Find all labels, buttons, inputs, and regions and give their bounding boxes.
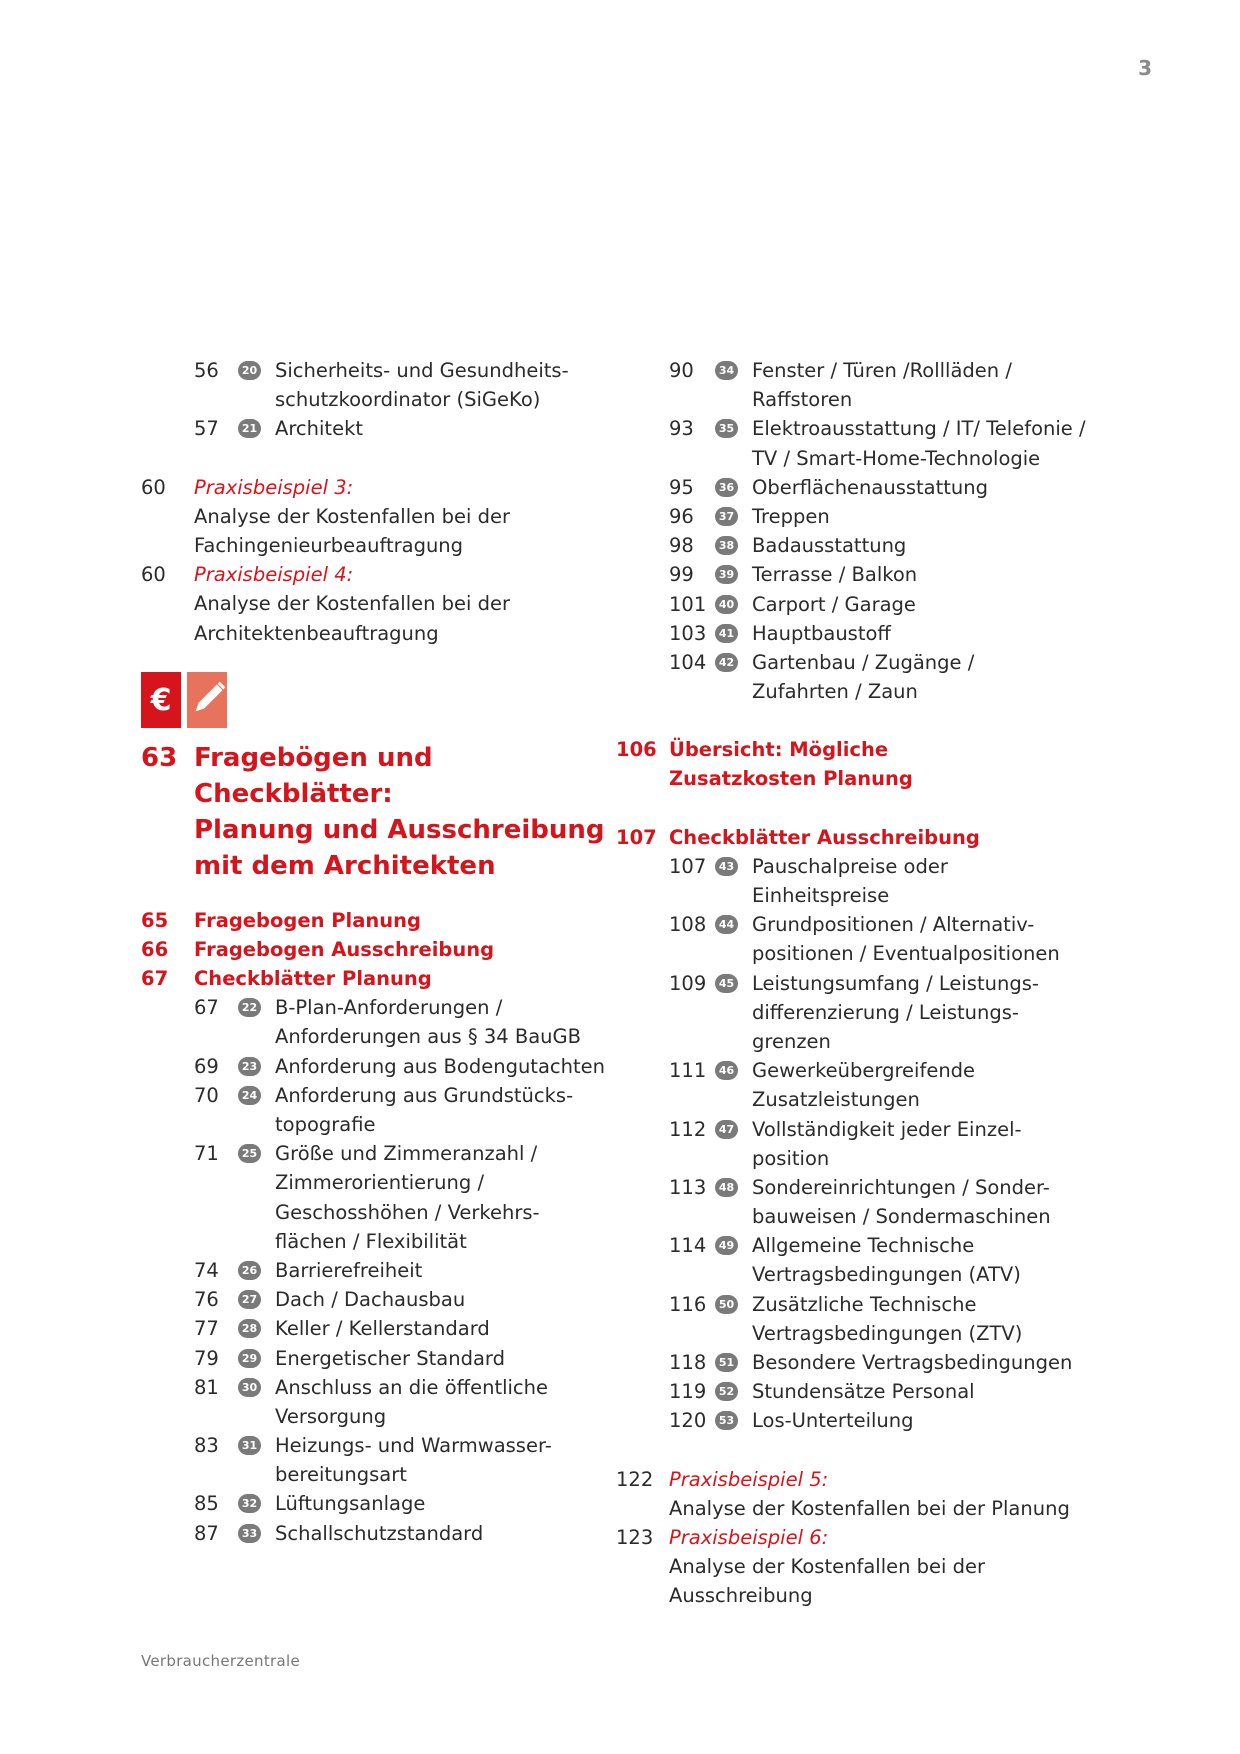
praxis-description: Analyse der Kostenfallen bei der <box>194 592 511 616</box>
praxis-line <box>141 619 611 648</box>
entry-page-number: 120 <box>669 1409 707 1433</box>
entry-title: Gewerkeübergreifende <box>752 1059 976 1083</box>
toc-entry-line <box>616 560 1116 589</box>
praxis-line <box>141 589 611 618</box>
entry-title: Zimmerorientierung / <box>275 1171 485 1195</box>
entry-page-number: 107 <box>669 854 707 878</box>
chapter-heading <box>141 740 611 884</box>
checklist-number-badge: 47 <box>715 1120 738 1139</box>
entry-page-number: 57 <box>194 417 219 441</box>
checklist-number-badge: 21 <box>238 419 261 438</box>
toc-entry-line <box>616 1173 1116 1202</box>
praxis-description: Analyse der Kostenfallen bei der <box>669 1555 986 1579</box>
entry-title: Hauptbaustoff <box>752 621 891 645</box>
entry-title: Los-Unterteilung <box>752 1409 914 1433</box>
praxis-description: Analyse der Kostenfallen bei der Planung <box>669 1496 1070 1520</box>
toc-entry-line <box>141 1314 611 1343</box>
entry-title: bauweisen / Sondermaschinen <box>752 1205 1051 1229</box>
entry-title: Zusatzleistungen <box>752 1088 920 1112</box>
entry-title: Allgemeine Technische <box>752 1234 975 1258</box>
toc-entry-line <box>616 1056 1116 1085</box>
toc-entry-line <box>616 1085 1116 1114</box>
toc-entry-line <box>141 1373 611 1402</box>
entry-title: Fenster / Türen /Rollläden / <box>752 359 1012 382</box>
page-number: 3 <box>1138 56 1152 80</box>
section-page-number: 66 <box>141 937 169 961</box>
section-page-number: 65 <box>141 908 169 932</box>
checklist-number-badge: 22 <box>238 998 261 1017</box>
entry-page-number: 70 <box>194 1083 219 1107</box>
entry-title: Architekt <box>275 417 364 441</box>
praxis-description: Architektenbeauftragung <box>194 621 439 645</box>
toc-entry-line <box>141 1402 611 1431</box>
checklist-number-badge: 35 <box>715 419 738 438</box>
entry-page-number: 76 <box>194 1288 219 1312</box>
toc-entry-line <box>616 619 1116 648</box>
entry-page-number: 79 <box>194 1346 219 1370</box>
checklist-number-badge: 44 <box>715 915 738 934</box>
entry-page-number: 67 <box>194 996 219 1020</box>
praxis-line <box>616 1465 1116 1494</box>
entry-title: Carport / Garage <box>752 592 916 616</box>
section-title: Zusatzkosten Planung <box>669 767 913 791</box>
checklist-number-badge: 34 <box>715 361 738 380</box>
entry-title: bereitungsart <box>275 1463 407 1487</box>
entry-title: Anschluss an die öffentliche <box>275 1375 549 1399</box>
chapter-title-line: Fragebögen und Checkblätter: <box>194 742 433 809</box>
checklist-number-badge: 29 <box>238 1349 261 1368</box>
entry-title: Raffstoren <box>752 388 853 412</box>
checklist-number-badge: 45 <box>715 974 738 993</box>
checklist-number-badge: 20 <box>238 361 261 380</box>
checklist-number-badge: 24 <box>238 1086 261 1105</box>
entry-page-number: 90 <box>669 359 694 382</box>
praxis-line <box>141 531 611 560</box>
chapter-page: 63 <box>141 742 178 773</box>
section-page-number: 107 <box>616 825 657 849</box>
toc-entry-line <box>141 1489 611 1518</box>
entry-title: positionen / Eventualpositionen <box>752 942 1060 966</box>
entry-title: Zusätzliche Technische <box>752 1292 977 1316</box>
toc-entry-line <box>616 1406 1116 1435</box>
toc-group <box>616 356 1116 706</box>
entry-page-number: 114 <box>669 1234 707 1258</box>
checklist-number-badge: 52 <box>715 1382 738 1401</box>
checklist-number-badge: 38 <box>715 536 738 555</box>
entry-page-number: 119 <box>669 1380 707 1404</box>
entry-page-number: 99 <box>669 563 694 587</box>
toc-entry-line <box>141 1081 611 1110</box>
section-line <box>141 906 611 935</box>
entry-title: Badausstattung <box>752 534 907 558</box>
toc-entry-line <box>141 993 611 1022</box>
toc-entry-line <box>616 1260 1116 1289</box>
entry-title: Schallschutzstandard <box>275 1521 484 1545</box>
praxis-line <box>141 473 611 502</box>
checklist-number-badge: 23 <box>238 1057 261 1076</box>
entry-page-number: 116 <box>669 1292 707 1316</box>
entry-page-number: 118 <box>669 1351 707 1374</box>
section-line <box>616 764 1116 793</box>
toc-entry-line <box>616 1144 1116 1173</box>
toc-entry-line <box>616 910 1116 939</box>
praxis-entry <box>616 1523 1116 1611</box>
toc-entry-line <box>616 502 1116 531</box>
entry-title: Vollständigkeit jeder Einzel- <box>752 1117 1022 1141</box>
praxis-description: Fachingenieurbeauftragung <box>194 533 464 557</box>
toc-entry-line <box>616 1231 1116 1260</box>
section-title: Checkblätter Planung <box>194 967 432 991</box>
checklist-number-badge: 51 <box>715 1353 738 1372</box>
entry-title: Anforderung aus Bodengutachten <box>275 1054 605 1078</box>
toc-entry-line <box>616 590 1116 619</box>
toc-group <box>141 993 611 1548</box>
section-page-number: 106 <box>616 738 657 762</box>
entry-title: Keller / Kellerstandard <box>275 1317 490 1341</box>
toc-entry-line <box>616 881 1116 910</box>
praxis-line <box>616 1581 1116 1610</box>
toc-entry-line <box>616 1377 1116 1406</box>
praxis-label: Praxisbeispiel 6: <box>669 1525 829 1549</box>
toc-entry-line <box>616 531 1116 560</box>
entry-page-number: 108 <box>669 913 707 937</box>
entry-page-number: 123 <box>616 1525 654 1549</box>
entry-title: Geschosshöhen / Verkehrs- <box>275 1200 540 1224</box>
praxis-label: Praxisbeispiel 3: <box>194 475 354 499</box>
praxis-line <box>141 560 611 589</box>
entry-title: TV / Smart-Home-Technologie <box>752 446 1041 470</box>
checklist-number-badge: 30 <box>238 1378 261 1397</box>
toc-entry-line <box>141 1168 611 1197</box>
toc-entry-line <box>141 356 611 385</box>
praxis-line <box>616 1523 1116 1552</box>
checklist-number-badge: 27 <box>238 1290 261 1309</box>
chapter-icons <box>141 672 611 730</box>
entry-page-number: 74 <box>194 1258 219 1282</box>
chapter-title-line: Planung und Ausschreibung <box>194 814 605 845</box>
praxis-entry <box>141 560 611 648</box>
entry-page-number: 103 <box>669 621 707 645</box>
toc-entry-line <box>141 1198 611 1227</box>
entry-title: Elektroausstattung / IT/ Telefonie / <box>752 417 1086 441</box>
toc-entry-line <box>141 1460 611 1489</box>
entry-page-number: 111 <box>669 1059 707 1083</box>
toc-entry-line <box>616 852 1116 881</box>
toc-entry-line <box>616 356 1116 385</box>
checklist-number-badge: 50 <box>715 1295 738 1314</box>
entry-page-number: 77 <box>194 1317 219 1341</box>
toc-entry-line <box>616 939 1116 968</box>
praxis-label: Praxisbeispiel 4: <box>194 563 354 587</box>
toc-entry-line <box>141 1110 611 1139</box>
checklist-number-badge: 31 <box>238 1436 261 1455</box>
checklist-number-badge: 37 <box>715 507 738 526</box>
checklist-number-badge: 40 <box>715 595 738 614</box>
footer-publisher: Verbraucherzentrale <box>141 1652 300 1670</box>
entry-title: Heizungs- und Warmwasser- <box>275 1434 552 1458</box>
toc-entry-line <box>616 414 1116 443</box>
toc-group <box>616 852 1116 1436</box>
toc-section <box>616 823 1116 852</box>
toc-entry-line <box>141 414 611 443</box>
entry-title: topografie <box>275 1113 376 1136</box>
entry-title: Terrasse / Balkon <box>752 563 918 587</box>
toc-entry-line <box>141 1344 611 1373</box>
toc-entry-line <box>616 1027 1116 1056</box>
toc-entry-line <box>616 969 1116 998</box>
entry-title: Pauschalpreise oder <box>752 854 948 878</box>
toc-entry-line <box>616 1115 1116 1144</box>
entry-page-number: 69 <box>194 1054 219 1078</box>
praxis-entry <box>616 1465 1116 1523</box>
entry-title: flächen / Flexibilität <box>275 1229 467 1253</box>
entry-title: Treppen <box>752 504 830 528</box>
entry-title: Einheitspreise <box>752 884 890 907</box>
toc-right-column <box>616 356 1116 1611</box>
entry-page-number: 96 <box>669 504 694 528</box>
entry-page-number: 71 <box>194 1142 219 1166</box>
toc-sections <box>141 906 611 994</box>
entry-page-number: 104 <box>669 650 707 674</box>
praxis-entry <box>141 473 611 561</box>
toc-entry-line <box>616 1202 1116 1231</box>
entry-title: differenzierung / Leistungs- <box>752 1000 1019 1024</box>
toc-entry-line <box>616 648 1116 677</box>
checklist-number-badge: 42 <box>715 653 738 672</box>
entry-title: Gartenbau / Zugänge / <box>752 650 975 674</box>
checklist-number-badge: 41 <box>715 624 738 643</box>
svg-text:€: € <box>150 682 172 718</box>
toc-entry-line <box>141 385 611 414</box>
entry-title: Leistungsumfang / Leistungs- <box>752 971 1039 995</box>
entry-page-number: 93 <box>669 417 694 441</box>
section-title: Fragebogen Ausschreibung <box>194 937 495 961</box>
praxis-line <box>616 1494 1116 1523</box>
entry-title: Vertragsbedingungen (ATV) <box>752 1263 1021 1287</box>
entry-page-number: 87 <box>194 1521 219 1545</box>
entry-title: schutzkoordinator (SiGeKo) <box>275 388 541 412</box>
section-line <box>616 823 1116 852</box>
section-title: Checkblätter Ausschreibung <box>669 825 980 849</box>
toc-entry-line <box>141 1139 611 1168</box>
toc-entry-line <box>141 1022 611 1051</box>
entry-page-number: 81 <box>194 1375 219 1399</box>
toc-entry-line <box>616 444 1116 473</box>
entry-title: Dach / Dachausbau <box>275 1288 466 1312</box>
toc-section <box>616 735 1116 793</box>
entry-title: Versorgung <box>275 1404 387 1428</box>
entry-page-number: 109 <box>669 971 707 995</box>
toc-group <box>141 356 611 444</box>
entry-page-number: 60 <box>141 475 166 499</box>
checklist-number-badge: 32 <box>238 1494 261 1513</box>
checklist-number-badge: 48 <box>715 1178 738 1197</box>
praxis-description: Ausschreibung <box>669 1584 813 1608</box>
entry-title: Sicherheits- und Gesundheits- <box>275 359 569 382</box>
checklist-number-badge: 46 <box>715 1061 738 1080</box>
section-line <box>141 964 611 993</box>
entry-title: Lüftungsanlage <box>275 1492 426 1516</box>
entry-page-number: 122 <box>616 1467 654 1491</box>
toc-entry-line <box>616 1348 1116 1377</box>
toc-left-column <box>141 356 611 1548</box>
entry-page-number: 56 <box>194 359 219 382</box>
entry-page-number: 83 <box>194 1434 219 1458</box>
entry-title: B-Plan-Anforderungen / <box>275 996 503 1020</box>
praxis-line <box>616 1552 1116 1581</box>
entry-page-number: 112 <box>669 1117 707 1141</box>
entry-page-number: 113 <box>669 1175 707 1199</box>
section-title: Übersicht: Mögliche <box>669 738 889 762</box>
entry-title: Anforderung aus Grundstücks- <box>275 1083 574 1107</box>
entry-title: Oberflächenausstattung <box>752 475 989 499</box>
entry-title: Besondere Vertragsbedingungen <box>752 1351 1073 1374</box>
checklist-number-badge: 33 <box>238 1524 261 1543</box>
entry-page-number: 101 <box>669 592 707 616</box>
entry-title: Energetischer Standard <box>275 1346 505 1370</box>
checklist-number-badge: 36 <box>715 478 738 497</box>
praxis-label: Praxisbeispiel 5: <box>669 1467 829 1491</box>
praxis-description: Analyse der Kostenfallen bei der <box>194 504 511 528</box>
toc-entry-line <box>616 473 1116 502</box>
entry-title: Anforderungen aus § 34 BauGB <box>275 1025 582 1049</box>
toc-entry-line <box>141 1431 611 1460</box>
euro-icon <box>141 672 181 728</box>
entry-title: Vertragsbedingungen (ZTV) <box>752 1321 1023 1345</box>
checklist-number-badge: 25 <box>238 1144 261 1163</box>
checklist-number-badge: 28 <box>238 1319 261 1338</box>
entry-title: Grundpositionen / Alternativ- <box>752 913 1035 937</box>
checklist-number-badge: 43 <box>715 857 738 876</box>
checklist-number-badge: 49 <box>715 1236 738 1255</box>
toc-entry-line <box>616 385 1116 414</box>
toc-entry-line <box>141 1052 611 1081</box>
entry-title: grenzen <box>752 1029 831 1053</box>
toc-entry-line <box>141 1285 611 1314</box>
section-line <box>141 935 611 964</box>
entry-page-number: 60 <box>141 563 166 587</box>
section-title: Fragebogen Planung <box>194 908 421 932</box>
entry-title: Zufahrten / Zaun <box>752 680 918 704</box>
toc-entry-line <box>141 1227 611 1256</box>
checklist-number-badge: 39 <box>715 565 738 584</box>
checklist-number-badge: 53 <box>715 1411 738 1430</box>
toc-entry-line <box>616 998 1116 1027</box>
entry-title: Stundensätze Personal <box>752 1380 975 1404</box>
pencil-icon <box>187 672 227 728</box>
entry-page-number: 95 <box>669 475 694 499</box>
entry-page-number: 85 <box>194 1492 219 1516</box>
praxis-line <box>141 502 611 531</box>
entry-title: position <box>752 1146 830 1170</box>
entry-page-number: 98 <box>669 534 694 558</box>
toc-entry-line <box>616 677 1116 706</box>
toc-entry-line <box>616 1290 1116 1319</box>
entry-title: Größe und Zimmeranzahl / <box>275 1142 538 1166</box>
toc-entry-line <box>141 1519 611 1548</box>
entry-title: Barrierefreiheit <box>275 1258 423 1282</box>
section-page-number: 67 <box>141 967 169 991</box>
chapter-title-line: mit dem Architekten <box>194 850 496 881</box>
toc-entry-line <box>616 1319 1116 1348</box>
section-line <box>616 735 1116 764</box>
toc-entry-line <box>141 1256 611 1285</box>
entry-title: Sondereinrichtungen / Sonder- <box>752 1175 1050 1199</box>
checklist-number-badge: 26 <box>238 1261 261 1280</box>
